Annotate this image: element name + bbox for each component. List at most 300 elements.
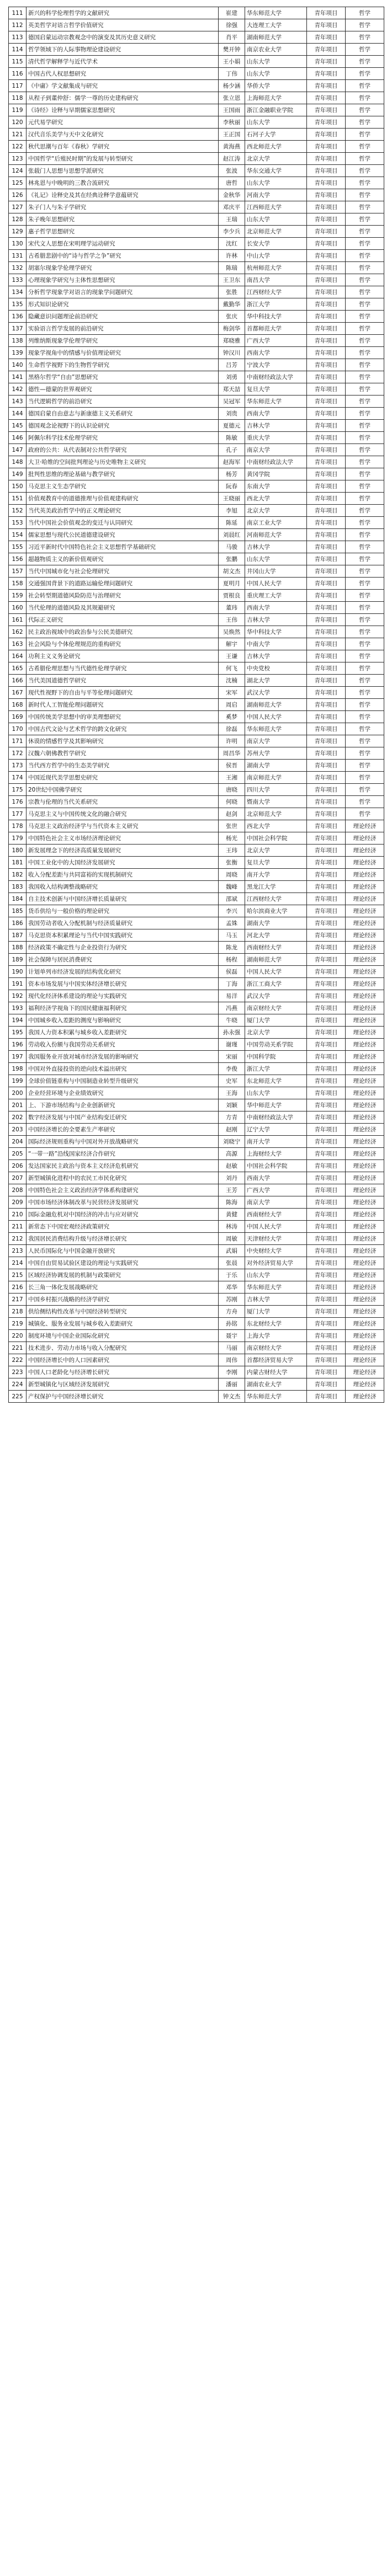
- table-row: [9, 1148, 384, 1160]
- institution: 西南大学: [245, 408, 307, 420]
- row-number: 139: [9, 347, 27, 359]
- project-title: 交通强国背景下的道路运输伦理问题研究: [27, 578, 219, 590]
- institution: 长安大学: [245, 238, 307, 250]
- table-row: [9, 104, 384, 116]
- row-number: 206: [9, 1160, 27, 1172]
- table-row: [9, 954, 384, 966]
- institution: 暨南大学: [245, 796, 307, 808]
- row-number: 175: [9, 784, 27, 796]
- institution: 西北大学: [245, 820, 307, 832]
- table-row: [9, 1039, 384, 1051]
- project-category: 青年项目: [307, 177, 346, 189]
- project-category: 青年项目: [307, 201, 346, 213]
- discipline: 哲学: [346, 468, 384, 480]
- table-row: [9, 1051, 384, 1063]
- row-number: 201: [9, 1099, 27, 1111]
- project-title: 我国劳动者收入分配机制与经济质量研究: [27, 917, 219, 929]
- table-row: [9, 1075, 384, 1087]
- discipline: 理论经济: [346, 1027, 384, 1039]
- table-row: [9, 772, 384, 784]
- project-title: 中国乡村振兴战略的经济学研究: [27, 1294, 219, 1306]
- project-category: 青年项目: [307, 881, 346, 893]
- principal-name: 周晓: [219, 869, 245, 881]
- table-row: [9, 31, 384, 44]
- row-number: 174: [9, 772, 27, 784]
- row-number: 200: [9, 1087, 27, 1099]
- row-number: 159: [9, 590, 27, 602]
- institution: 西南大学: [245, 347, 307, 359]
- discipline: 哲学: [346, 760, 384, 772]
- row-number: 208: [9, 1184, 27, 1196]
- table-row: [9, 1209, 384, 1221]
- row-number: 129: [9, 226, 27, 238]
- table-row: [9, 1172, 384, 1184]
- discipline: 理论经济: [346, 1148, 384, 1160]
- institution: 黄冈学院: [245, 468, 307, 480]
- principal-name: 赵刚: [219, 1124, 245, 1136]
- project-title: 批判性思维的理论基础与教学研究: [27, 468, 219, 480]
- table-row: [9, 1002, 384, 1014]
- table-row: [9, 917, 384, 929]
- principal-name: 陈龙: [219, 942, 245, 954]
- row-number: 158: [9, 578, 27, 590]
- project-title: 价值观教育中的道德推理与价值观建构研究: [27, 493, 219, 505]
- discipline: 哲学: [346, 92, 384, 104]
- institution: 华东师范大学: [245, 723, 307, 735]
- project-category: 青年项目: [307, 311, 346, 323]
- project-table-body: [9, 7, 384, 1403]
- institution: 南京财经大学: [245, 1002, 307, 1014]
- table-row: [9, 760, 384, 772]
- institution: 西南财经大学: [245, 1209, 307, 1221]
- row-number: 214: [9, 1257, 27, 1269]
- table-row: [9, 638, 384, 650]
- project-title: 中国城乡收入差距的测度与影响研究: [27, 1014, 219, 1027]
- principal-name: 夏明月: [219, 578, 245, 590]
- project-title: 社会保障与居民消费研究: [27, 954, 219, 966]
- project-category: 青年项目: [307, 1063, 346, 1075]
- row-number: 145: [9, 420, 27, 432]
- row-number: 217: [9, 1294, 27, 1306]
- row-number: 157: [9, 565, 27, 578]
- discipline: 哲学: [346, 541, 384, 553]
- row-number: 166: [9, 675, 27, 687]
- discipline: 理论经济: [346, 1002, 384, 1014]
- table-row: [9, 808, 384, 820]
- discipline: 理论经济: [346, 869, 384, 881]
- institution: 河北大学: [245, 929, 307, 942]
- institution: 中山大学: [245, 250, 307, 262]
- institution: 北京师范大学: [245, 226, 307, 238]
- project-category: 青年项目: [307, 56, 346, 68]
- project-category: 青年项目: [307, 371, 346, 383]
- discipline: 理论经济: [346, 845, 384, 857]
- project-category: 青年项目: [307, 1342, 346, 1354]
- institution: 湖南大学: [245, 760, 307, 772]
- principal-name: 张庆: [219, 311, 245, 323]
- project-category: 青年项目: [307, 857, 346, 869]
- table-row: [9, 56, 384, 68]
- principal-name: 唐哲: [219, 177, 245, 189]
- discipline: 理论经济: [346, 1075, 384, 1087]
- project-title: 中国对外直接投资的逆向技术溢出研究: [27, 1063, 219, 1075]
- project-category: 青年项目: [307, 1245, 346, 1257]
- institution: 西南大学: [245, 602, 307, 614]
- project-category: 青年项目: [307, 772, 346, 784]
- project-category: 青年项目: [307, 444, 346, 456]
- institution: 石河子大学: [245, 129, 307, 141]
- table-row: [9, 420, 384, 432]
- project-category: 青年项目: [307, 1027, 346, 1039]
- project-title: 当代美国道德哲学研究: [27, 675, 219, 687]
- table-row: [9, 129, 384, 141]
- principal-name: 胡文杰: [219, 565, 245, 578]
- principal-name: 徐强: [219, 19, 245, 31]
- discipline: 哲学: [346, 565, 384, 578]
- row-number: 213: [9, 1245, 27, 1257]
- discipline: 理论经济: [346, 893, 384, 905]
- institution: 井冈山大学: [245, 565, 307, 578]
- discipline: 哲学: [346, 80, 384, 92]
- project-category: 青年项目: [307, 662, 346, 675]
- institution: 中国社会科学院: [245, 1160, 307, 1172]
- principal-name: 马骏: [219, 541, 245, 553]
- institution: 河南师范大学: [245, 529, 307, 541]
- principal-name: 张立恩: [219, 92, 245, 104]
- institution: 南京大学: [245, 444, 307, 456]
- table-row: [9, 820, 384, 832]
- project-category: 青年项目: [307, 286, 346, 298]
- institution: 吉林大学: [245, 1294, 307, 1306]
- discipline: 理论经济: [346, 1160, 384, 1172]
- institution: 江西师范大学: [245, 201, 307, 213]
- row-number: 170: [9, 723, 27, 735]
- institution: 宁波大学: [245, 359, 307, 371]
- principal-name: 唐晓: [219, 784, 245, 796]
- project-category: 青年项目: [307, 480, 346, 493]
- discipline: 哲学: [346, 808, 384, 820]
- project-category: 青年项目: [307, 141, 346, 153]
- project-title: 德性—德蒙的世界观研究: [27, 383, 219, 396]
- row-number: 168: [9, 699, 27, 711]
- project-category: 青年项目: [307, 1306, 346, 1318]
- institution: 吉林大学: [245, 650, 307, 662]
- principal-name: 牛晓: [219, 1014, 245, 1027]
- principal-name: 孙永强: [219, 1027, 245, 1039]
- row-number: 222: [9, 1354, 27, 1366]
- row-number: 172: [9, 747, 27, 760]
- project-category: 青年项目: [307, 1269, 346, 1281]
- project-category: 青年项目: [307, 578, 346, 590]
- project-title: 胡塞尔现象学伦理学研究: [27, 262, 219, 274]
- discipline: 哲学: [346, 396, 384, 408]
- project-title: 当代中国社会价值观念的变迁与认同研究: [27, 517, 219, 529]
- project-category: 青年项目: [307, 1136, 346, 1148]
- institution: 山东大学: [245, 56, 307, 68]
- row-number: 221: [9, 1342, 27, 1354]
- institution: 湖南师范大学: [245, 699, 307, 711]
- principal-name: 邵斌: [219, 893, 245, 905]
- project-category: 青年项目: [307, 468, 346, 480]
- table-row: [9, 966, 384, 978]
- institution: 南京大学: [245, 1196, 307, 1209]
- principal-name: 何飞: [219, 662, 245, 675]
- institution: 北京大学: [245, 505, 307, 517]
- project-category: 青年项目: [307, 213, 346, 226]
- row-number: 135: [9, 298, 27, 311]
- institution: 哈尔滨商业大学: [245, 905, 307, 917]
- project-category: 青年项目: [307, 31, 346, 44]
- discipline: 哲学: [346, 735, 384, 747]
- row-number: 147: [9, 444, 27, 456]
- discipline: 哲学: [346, 614, 384, 626]
- row-number: 114: [9, 44, 27, 56]
- table-row: [9, 19, 384, 31]
- discipline: 理论经济: [346, 1294, 384, 1306]
- project-title: 隐藏意识问题理论前沿研究: [27, 311, 219, 323]
- institution: 大连理工大学: [245, 19, 307, 31]
- row-number: 180: [9, 845, 27, 857]
- project-title: 当代逻辑哲学的前沿研究: [27, 396, 219, 408]
- discipline: 哲学: [346, 68, 384, 80]
- project-title: 中国近现代美学思想史研究: [27, 772, 219, 784]
- project-title: 企业经营环境与企业绩效研究: [27, 1087, 219, 1099]
- principal-name: 贾根良: [219, 590, 245, 602]
- row-number: 162: [9, 626, 27, 638]
- discipline: 哲学: [346, 347, 384, 359]
- discipline: 哲学: [346, 383, 384, 396]
- row-number: 123: [9, 153, 27, 165]
- project-category: 青年项目: [307, 845, 346, 857]
- row-number: 116: [9, 68, 27, 80]
- row-number: 202: [9, 1111, 27, 1124]
- project-category: 青年项目: [307, 1014, 346, 1027]
- project-title: 清代哲学解释学与近代学术: [27, 56, 219, 68]
- institution: 华东交通大学: [245, 165, 307, 177]
- principal-name: 侯磊: [219, 966, 245, 978]
- table-row: [9, 735, 384, 747]
- project-category: 青年项目: [307, 553, 346, 565]
- discipline: 理论经济: [346, 966, 384, 978]
- principal-name: 何晓: [219, 796, 245, 808]
- principal-name: 郑晓雅: [219, 335, 245, 347]
- table-row: [9, 1184, 384, 1196]
- table-row: [9, 1391, 384, 1403]
- discipline: 理论经济: [346, 1209, 384, 1221]
- principal-name: 邓华: [219, 1281, 245, 1294]
- institution: 北京大学: [245, 153, 307, 165]
- table-row: [9, 335, 384, 347]
- project-title: 社会转型期道德风险防范与治理研究: [27, 590, 219, 602]
- project-category: 青年项目: [307, 929, 346, 942]
- table-row: [9, 493, 384, 505]
- project-category: 青年项目: [307, 905, 346, 917]
- principal-name: 易洋: [219, 990, 245, 1002]
- table-row: [9, 1257, 384, 1269]
- table-row: [9, 250, 384, 262]
- project-category: 青年项目: [307, 1221, 346, 1233]
- project-title: 资本市场发展与中国实体经济增长研究: [27, 978, 219, 990]
- principal-name: 刘勇: [219, 371, 245, 383]
- project-category: 青年项目: [307, 274, 346, 286]
- project-title: 我国居民消费结构升级与经济增长研究: [27, 1233, 219, 1245]
- institution: 吉林大学: [245, 420, 307, 432]
- discipline: 理论经济: [346, 1099, 384, 1111]
- project-category: 青年项目: [307, 408, 346, 420]
- institution: 华东师范大学: [245, 396, 307, 408]
- discipline: 理论经济: [346, 929, 384, 942]
- principal-name: 刘晓宁: [219, 1136, 245, 1148]
- table-row: [9, 468, 384, 480]
- institution: 南开大学: [245, 869, 307, 881]
- table-row: [9, 80, 384, 92]
- discipline: 哲学: [346, 262, 384, 274]
- project-category: 青年项目: [307, 226, 346, 238]
- principal-name: 董玮: [219, 602, 245, 614]
- project-category: 青年项目: [307, 541, 346, 553]
- principal-name: 张胜: [219, 286, 245, 298]
- row-number: 142: [9, 383, 27, 396]
- institution: 上海大学: [245, 1330, 307, 1342]
- institution: 武汉大学: [245, 687, 307, 699]
- discipline: 哲学: [346, 250, 384, 262]
- principal-name: 王晓丽: [219, 493, 245, 505]
- institution: 吉林大学: [245, 541, 307, 553]
- project-title: 从程子到董仲舒：儒学一尊的历史建构研究: [27, 92, 219, 104]
- discipline: 哲学: [346, 371, 384, 383]
- discipline: 哲学: [346, 444, 384, 456]
- project-title: 产权保护与中国经济增长研究: [27, 1391, 219, 1403]
- discipline: 哲学: [346, 626, 384, 638]
- principal-name: 魏峰: [219, 881, 245, 893]
- project-title: 实验语言哲学发展的前沿研究: [27, 323, 219, 335]
- discipline: 哲学: [346, 213, 384, 226]
- project-category: 青年项目: [307, 626, 346, 638]
- project-title: 劳动收入份额与我国劳动关系研究: [27, 1039, 219, 1051]
- principal-name: 杨芳: [219, 468, 245, 480]
- table-row: [9, 7, 384, 19]
- principal-name: 王小娟: [219, 56, 245, 68]
- project-title: 中国古代文论与艺术哲学的跨文化研究: [27, 723, 219, 735]
- project-category: 青年项目: [307, 44, 346, 56]
- row-number: 207: [9, 1172, 27, 1184]
- discipline: 哲学: [346, 456, 384, 468]
- row-number: 154: [9, 529, 27, 541]
- table-row: [9, 92, 384, 104]
- row-number: 216: [9, 1281, 27, 1294]
- row-number: 211: [9, 1221, 27, 1233]
- principal-name: 李兴: [219, 905, 245, 917]
- table-row: [9, 177, 384, 189]
- principal-name: 钟汉川: [219, 347, 245, 359]
- principal-name: 李旭: [219, 505, 245, 517]
- table-row: [9, 274, 384, 286]
- project-category: 青年项目: [307, 432, 346, 444]
- institution: 西南大学: [245, 1172, 307, 1184]
- principal-name: 刘晨红: [219, 529, 245, 541]
- row-number: 204: [9, 1136, 27, 1148]
- project-category: 青年项目: [307, 250, 346, 262]
- institution: 浙江大学: [245, 1063, 307, 1075]
- row-number: 197: [9, 1051, 27, 1063]
- table-row: [9, 1221, 384, 1233]
- institution: 中南财经政法大学: [245, 1111, 307, 1124]
- row-number: 120: [9, 116, 27, 129]
- project-title: 现代性视野下的自由与平等伦理问题研究: [27, 687, 219, 699]
- table-row: [9, 1099, 384, 1111]
- discipline: 哲学: [346, 129, 384, 141]
- principal-name: 赵剑: [219, 808, 245, 820]
- project-category: 青年项目: [307, 80, 346, 92]
- project-category: 青年项目: [307, 298, 346, 311]
- project-title: 中国古代人权思想研究: [27, 68, 219, 80]
- institution: 华东师范大学: [245, 1281, 307, 1294]
- project-category: 青年项目: [307, 565, 346, 578]
- institution: 东南大学: [245, 480, 307, 493]
- row-number: 199: [9, 1075, 27, 1087]
- principal-name: 丁伟: [219, 68, 245, 80]
- table-row: [9, 1087, 384, 1099]
- institution: 山东大学: [245, 213, 307, 226]
- principal-name: 陈瑞: [219, 262, 245, 274]
- principal-name: 徐磊: [219, 723, 245, 735]
- row-number: 133: [9, 274, 27, 286]
- discipline: 理论经济: [346, 1136, 384, 1148]
- discipline: 理论经济: [346, 990, 384, 1002]
- project-title: 我国收入结构调整战略研究: [27, 881, 219, 893]
- row-number: 161: [9, 614, 27, 626]
- row-number: 183: [9, 881, 27, 893]
- discipline: 哲学: [346, 578, 384, 590]
- row-number: 191: [9, 978, 27, 990]
- project-title: 经济政策不确定性与企业投资行为研究: [27, 942, 219, 954]
- discipline: 哲学: [346, 711, 384, 723]
- discipline: 哲学: [346, 274, 384, 286]
- project-category: 青年项目: [307, 1233, 346, 1245]
- discipline: 哲学: [346, 311, 384, 323]
- discipline: 哲学: [346, 638, 384, 650]
- project-category: 青年项目: [307, 602, 346, 614]
- table-row: [9, 383, 384, 396]
- principal-name: 孔子: [219, 444, 245, 456]
- row-number: 132: [9, 262, 27, 274]
- institution: 西北大学: [245, 493, 307, 505]
- institution: 南京财经大学: [245, 1342, 307, 1354]
- table-row: [9, 1063, 384, 1075]
- discipline: 哲学: [346, 432, 384, 444]
- discipline: 哲学: [346, 116, 384, 129]
- row-number: 151: [9, 493, 27, 505]
- table-row: [9, 1366, 384, 1378]
- row-number: 150: [9, 480, 27, 493]
- project-category: 青年项目: [307, 820, 346, 832]
- table-row: [9, 165, 384, 177]
- project-category: 青年项目: [307, 832, 346, 845]
- table-row: [9, 565, 384, 578]
- project-category: 青年项目: [307, 1366, 346, 1378]
- principal-name: 谢瑾: [219, 1039, 245, 1051]
- discipline: 哲学: [346, 650, 384, 662]
- project-title: 《中庸》学文献集成与研究: [27, 80, 219, 92]
- project-title: 当代伦理的道德风险及其规避研究: [27, 602, 219, 614]
- principal-name: 李刚: [219, 1366, 245, 1378]
- project-title: 功利主义义务论研究: [27, 650, 219, 662]
- row-number: 134: [9, 286, 27, 298]
- institution: 内蒙古财经大学: [245, 1366, 307, 1378]
- principal-name: 赵敏: [219, 1160, 245, 1172]
- project-title: 民主政治视域中的政治参与公民美德研究: [27, 626, 219, 638]
- table-row: [9, 1233, 384, 1245]
